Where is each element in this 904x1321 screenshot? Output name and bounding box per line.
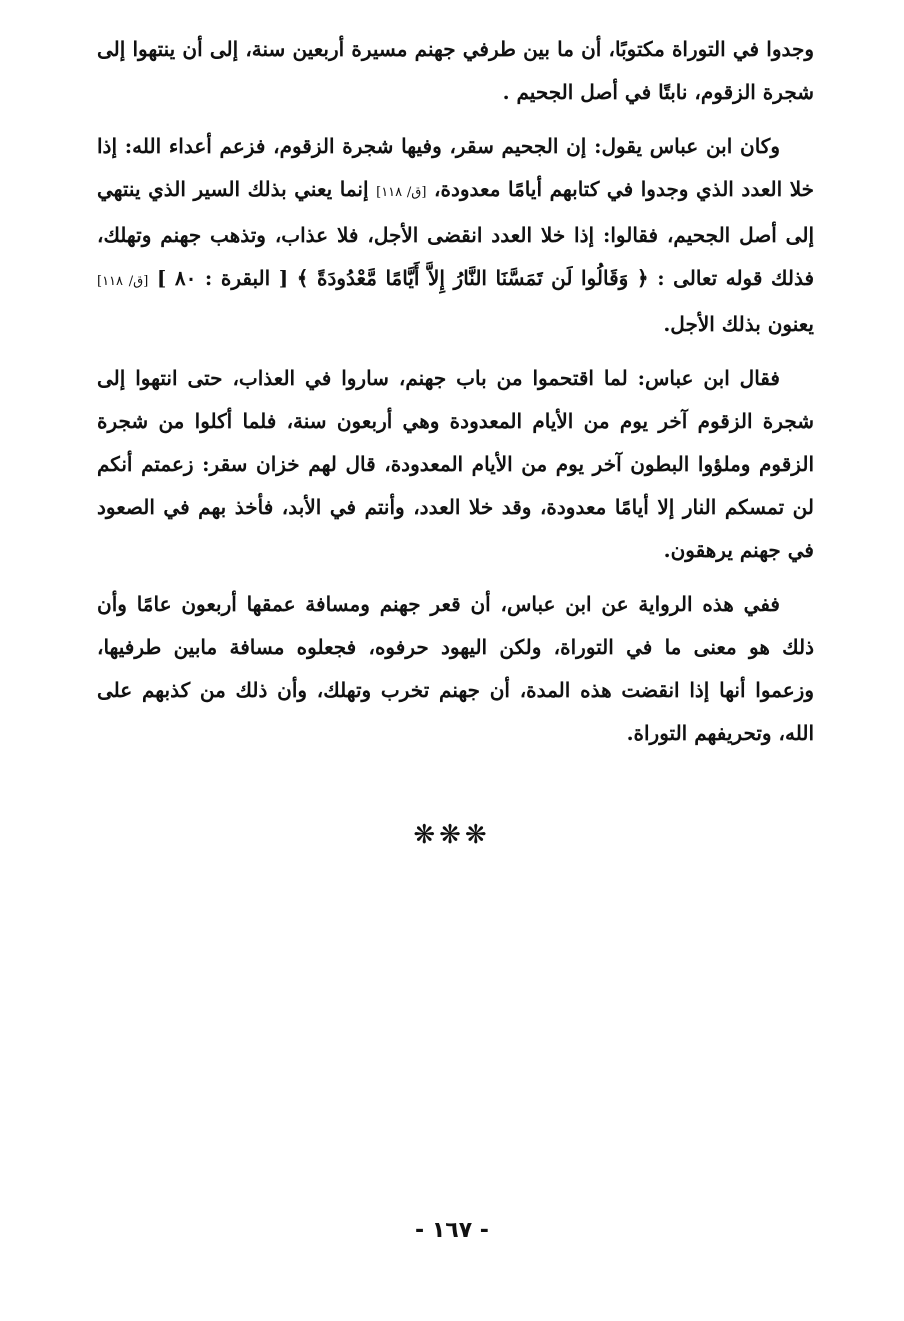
page-number: - ١٦٧ - bbox=[415, 1218, 489, 1243]
paragraph-2-text-3: يعنون بذلك الأجل. bbox=[663, 312, 814, 336]
quran-verse: ﴿ وَقَالُوا لَن تَمَسَّنَا النَّارُ إِلاَّ أَيَّامًا مَّعْدُودَةً ﴾ bbox=[296, 266, 649, 290]
surah-citation: [ البقرة : ٨٠ ] bbox=[156, 266, 289, 290]
paragraph-2-text-2: إنما يعني بذلك السير الذي ينتهي إلى أصل الجحيم، فقالوا: إذا خلا العدد انقضى الأجل، فلا عذاب، وتذهب جهنم وتهلك، فذلك قوله تعالى : bbox=[97, 177, 815, 290]
paragraph-4: ففي هذه الرواية عن ابن عباس، أن قعر جهنم ومسافة عمقها أربعون عامًا وأن ذلك هو معنى ما في التوراة، ولكن اليهود حرفوه، فجعلوه مسافة مابين طرفيها، وزعموا أنها إذا انقضت هذه المدة، أن جهنم تخرب وتهلك، وأن ذلك من كذبهم على الله، وتحريفهم التوراة. bbox=[97, 592, 814, 745]
paragraph-1: وجدوا في التوراة مكتوبًا، أن ما بين طرفي جهنم مسيرة أربعين سنة، إلى أن ينتهوا إلى شجرة الزقوم، نابتًا في أصل الجحيم . bbox=[97, 37, 814, 104]
paragraph-3: فقال ابن عباس: لما اقتحموا من باب جهنم، ساروا في العذاب، حتى انتهوا إلى شجرة الزقوم آخر يوم من الأيام المعدودة وهي أربعون سنة، فلما أكلوا من شجرة الزقوم وملؤوا البطون آخر يوم من الأيام المعدودة، قال لهم خزان سقر: زعمتم أنكم لن تمسكم النار إلا أيامًا معدودة، وقد خلا العدد، وأنتم في الأبد، فأخذ بهم في الصعود في جهنم يرهقون. bbox=[97, 366, 814, 562]
section-separator: ❋❋❋ bbox=[413, 820, 491, 850]
manuscript-ref-1: [ق/ ١١٨] bbox=[376, 185, 427, 200]
paragraph-2 bbox=[97, 125, 814, 346]
manuscript-ref-2: [ق/ ١١٨] bbox=[97, 274, 149, 289]
paragraph-2-text-1: وكان ابن عباس يقول: إن الجحيم سقر، وفيها شجرة الزقوم، فزعم أعداء الله: إذا خلا العدد الذي وجدوا في كتابهم أيامًا معدودة، bbox=[97, 134, 815, 201]
page-body bbox=[97, 28, 814, 755]
